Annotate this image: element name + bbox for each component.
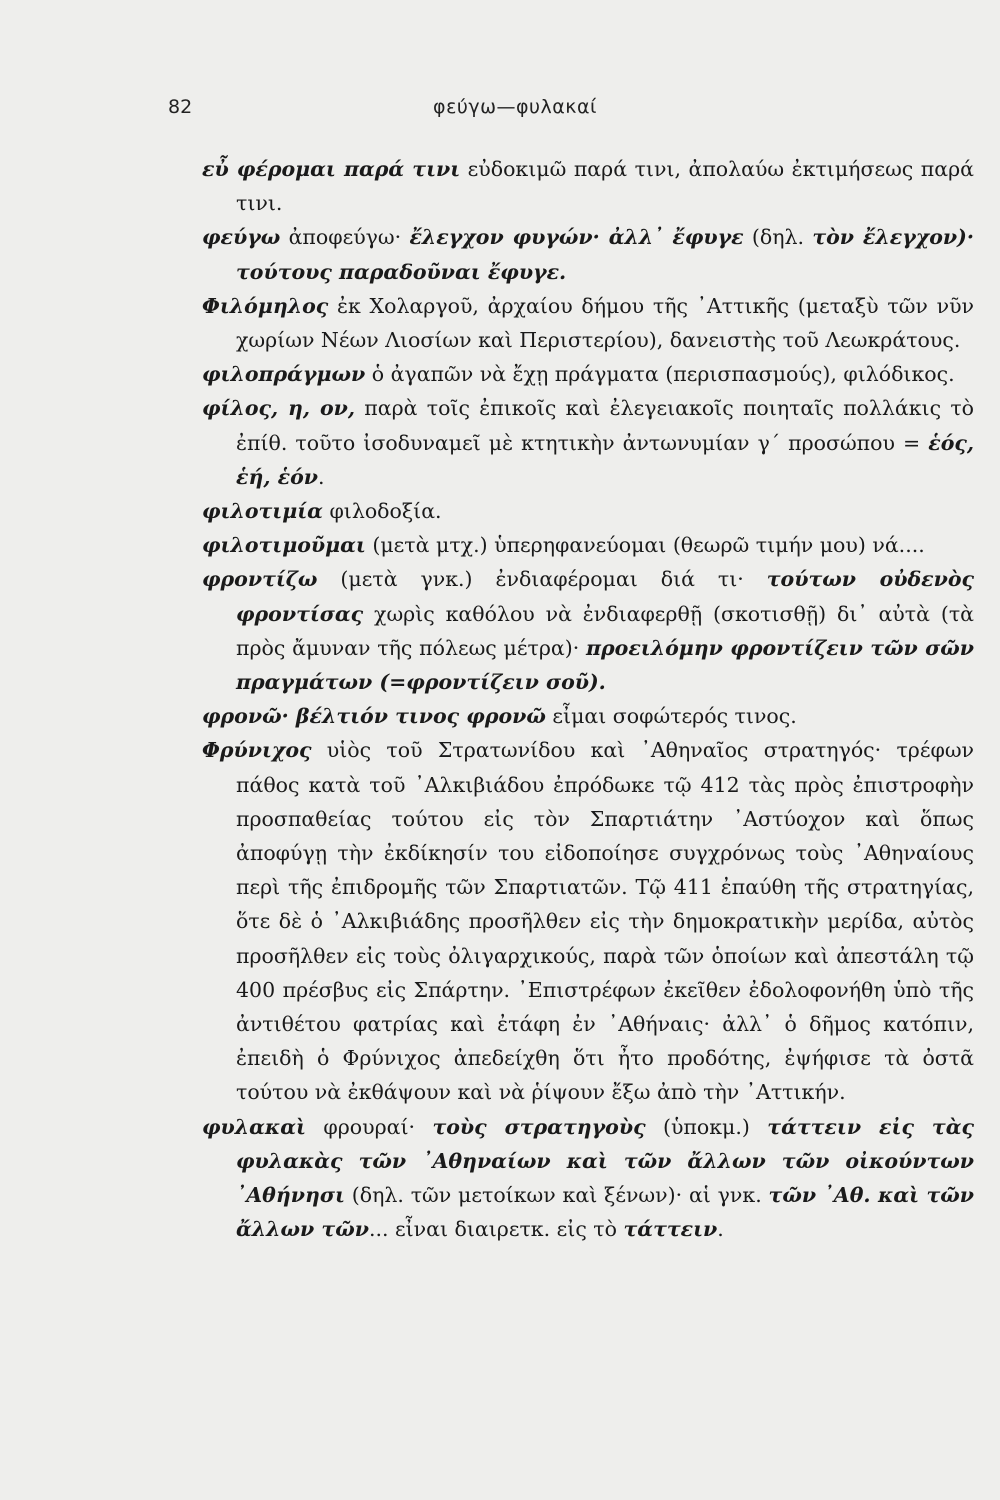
entry-headword: φρονῶ· βέλτιόν τινος φρονῶ [202,704,546,729]
running-head [168,96,972,126]
running-title: φεύγω—φυλακαί [433,96,597,118]
entry-quote: προειλόμην φροντίζειν τῶν σῶν πραγμάτων (=φροντίζειν σοῦ). [236,635,974,695]
entry-quote: ἑός, ἑή, ἑόν [236,430,974,489]
entry-headword: εὖ φέρομαι παρά τινι [202,157,461,181]
entry-quote: τὸν ἔλεγχον)· τούτους παραδοῦναι ἔφυγε. [236,225,974,284]
entry-headword: Φιλόμηλος [202,293,329,318]
entry-quote: τάττειν εἰς τὰς φυλακὰς τῶν ᾽Αθηναίων καὶ τῶν ἄλλων τῶν οἰκούντων ᾽Αθήνησι [236,1114,974,1208]
entry-quote: τοὺς στρατηγοὺς [432,1114,646,1139]
entry-text: ... εἶναι διαιρετκ. εἰς τὸ [368,1217,624,1242]
dictionary-entry [202,1110,974,1247]
dictionary-entry [202,357,974,391]
entry-text: (μετὰ μτχ.) ὑπερηφανεύομαι (θεωρῶ τιμήν μου) νά.... [365,533,925,558]
entry-text: ἐκ Χολαργοῦ, ἀρχαίου δήμου τῆς ᾽Αττικῆς (μεταξὺ τῶν νῦν χωρίων Νέων Λιοσίων καὶ Περιστερίου), δανειστὴς τοῦ Λεωκράτους. [236,293,974,353]
entry-text: . [318,464,325,489]
entry-headword: φεύγω [202,225,281,250]
dictionary-entry [202,220,974,288]
dictionary-entry [202,528,974,562]
entry-text: φιλοδοξία. [322,499,442,524]
entry-headword: φιλοτιμοῦμαι [202,533,366,558]
entry-headword: Φρύνιχος [202,738,312,763]
entry-text: υἱὸς τοῦ Στρατωνίδου καὶ ᾽Αθηναῖος στρατηγός· τρέφων πάθος κατὰ τοῦ ᾽Αλκιβιάδου ἐπρόδωκε τῷ 412 τὰς πρὸς ἐπιστροφὴν προσπαθείας τούτου εἰς τὸν Σπαρτιάτην ᾽Αστύοχον καὶ ὅπως ἀποφύγῃ τὴν ἐκδίκησίν του εἰδοποίησε συγχρόνως τοὺς ᾽Αθηναίους περὶ τῆς ἐπιδρομῆς τῶν Σπαρτιατῶν. Τῷ 411 ἐπαύθη τῆς στρατηγίας, ὅτε δὲ ὁ ᾽Αλκιβιάδης προσῆλθεν εἰς τὴν δημοκρατικὴν μερίδα, αὐτὸς προσῆλθεν εἰς τοὺς ὀλιγαρχικούς, παρὰ τῶν ὁποίων καὶ ἀπεστάλη τῷ 400 πρέσβυς εἰς Σπάρτην. ᾽Επιστρέφων ἐκεῖθεν ἐδολοφονήθη ὑπὸ τῆς ἀντιθέτου φατρίας καὶ ἐτάφη ἐν ᾽Αθήναις· ἀλλ᾽ ὁ δῆμος κατόπιν, ἐπειδὴ ὁ Φρύνιχος ἀπεδείχθη ὅτι ἦτο προδότης, ἐψήφισε τὰ ὀστᾶ τούτου νὰ ἐκθάψουν καὶ νὰ ῥίψουν ἔξω ἀπὸ τὴν ᾽Αττικήν. [236,738,974,1105]
entry-text: (μετὰ γνκ.) ἐνδιαφέρομαι διά τι· [317,567,767,592]
entry-text: φρουραί· [305,1114,433,1139]
entry-headword: φιλοτιμία [202,499,323,524]
entry-headword: φροντίζω [202,567,318,592]
entry-text: (δηλ. [743,225,813,250]
dictionary-entry [202,494,974,528]
entry-text: εὐδοκιμῶ παρά τινι, ἀπολαύω ἐκτιμήσεως παρά τινι. [236,157,974,216]
entry-text: εἶμαι σοφώτερός τινος. [545,704,797,729]
entry-quote: ἔλεγχον φυγών· ἀλλ᾽ ἔφυγε [409,225,744,250]
entry-headword: φυλακαὶ [202,1114,306,1139]
entry-quote: τάττειν [623,1217,718,1242]
entry-quote: τῶν ᾽Αθ. καὶ τῶν ἄλλων τῶν [236,1183,974,1242]
dictionary-entry [202,733,974,1109]
entry-text: ἀποφεύγω· [280,225,410,250]
dictionary-entries [202,152,974,1247]
dictionary-entry [202,699,974,733]
entry-headword: φιλοπράγμων [202,362,366,387]
entry-text: χωρὶς καθόλου νὰ ἐνδιαφερθῇ (σκοτισθῇ) δι᾽ αὐτὰ (τὰ πρὸς ἄμυναν τῆς πόλεως μέτρα)· [236,601,974,660]
dictionary-entry [202,562,974,699]
entry-text: . [717,1217,724,1242]
entry-headword: φίλος, η, ον, [202,396,355,421]
entry-text: (ὑποκμ.) [645,1114,768,1139]
entry-text: παρὰ τοῖς ἐπικοῖς καὶ ἐλεγειακοῖς ποιηταῖς πολλάκις τὸ ἐπίθ. τοῦτο ἰσοδυναμεῖ μὲ κτητικὴν ἀντωνυμίαν γ΄ προσώπου = [236,396,974,455]
entry-quote: τούτων οὐδενὸς φροντίσας [236,567,974,626]
dictionary-entry [202,289,974,357]
dictionary-entry [202,391,974,494]
page-number: 82 [168,96,193,118]
entry-text: ὁ ἀγαπῶν νὰ ἔχῃ πράγματα (περισπασμούς), φιλόδικος. [365,362,955,387]
dictionary-entry [202,152,974,220]
entry-text: (δηλ. τῶν μετοίκων καὶ ξένων)· αἱ γνκ. [344,1183,769,1208]
